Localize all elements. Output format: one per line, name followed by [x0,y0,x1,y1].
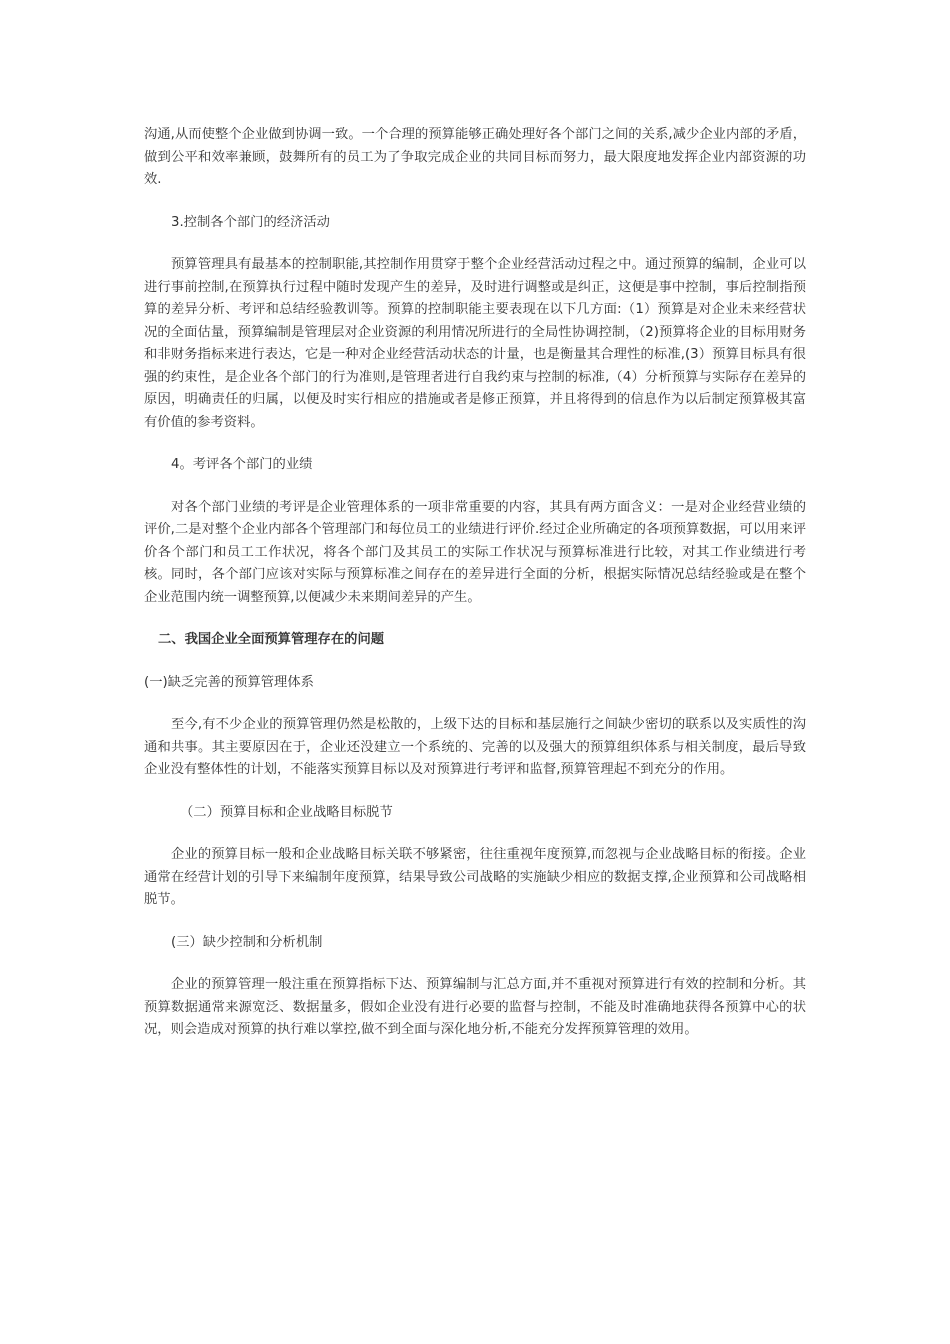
heading-section-2: 二、我国企业全面预算管理存在的问题 [158,632,385,647]
paragraph-sub-3: 企业的预算管理一般注重在预算指标下达、预算编制与汇总方面,并不重视对预算进行有效的控制和分析。其预算数据通常来源宽泛、数据量多，假如企业没有进行必要的监督与控制，不能及时准确地获得各预算中心的状况，则会造成对预算的执行难以掌控,做不到全面与深化地分析,不能充分发挥预算管理的效用。 [144,977,806,1037]
paragraph-evaluate-performance: 对各个部门业绩的考评是企业管理体系的一项非常重要的内容，其具有两方面含义：一是对企业经营业绩的评价,二是对整个企业内部各个管理部门和每位员工的业绩进行评价.经过企业所确定的各项预算数据，可以用来评价各个部门和员工工作状况，将各个部门及其员工的实际工作状况与预算标准进行比较，对其工作业绩进行考核。同时，各个部门应该对实际与预算标准之间存在的差异进行全面的分析，根据实际情况总结经验或是在整个企业范围内统一调整预算,以便减少未来期间差异的产生。 [144,499,806,605]
document-page [144,124,806,1042]
paragraph-sub-2: 企业的预算目标一般和企业战略目标关联不够紧密，往往重视年度预算,而忽视与企业战略目标的衔接。企业通常在经营计划的引导下来编制年度预算，结果导致公司战略的实施缺少相应的数据支撑,企业预算和公司战略相脱节。 [144,847,806,907]
paragraph-sub-1: 至今,有不少企业的预算管理仍然是松散的，上级下达的目标和基层施行之间缺少密切的联系以及实质性的沟通和共事。其主要原因在于，企业还没建立一个系统的、完善的以及强大的预算组织体系与相关制度，最后导致企业没有整体性的计划，不能落实预算目标以及对预算进行考评和监督,预算管理起不到充分的作用。 [144,717,806,777]
heading-sub-3: (三）缺少控制和分析机制 [171,934,323,950]
heading-sub-2: （二）预算目标和企业战略目标脱节 [180,804,393,820]
heading-control-activities: 3.控制各个部门的经济活动 [171,214,330,230]
paragraph-control-activities: 预算管理具有最基本的控制职能,其控制作用贯穿于整个企业经营活动过程之中。通过预算的编制，企业可以进行事前控制,在预算执行过程中随时发现产生的差异，及时进行调整或是纠正，这便是事中控制，事后控制指预算的差异分析、考评和总结经验教训等。预算的控制职能主要表现在以下几方面:（1）预算是对企业未来经营状况的全面估量，预算编制是管理层对企业资源的利用情况所进行的全局性协调控制，（2)预算将企业的目标用财务和非财务指标来进行表达，它是一种对企业经营活动状态的计量，也是衡量其合理性的标准,(3）预算目标具有很强的约束性，是企业各个部门的行为准则,是管理者进行自我约束与控制的标准,（4）分析预算与实际存在差异的原因，明确责任的归属，以便及时实行相应的措施或者是修正预算，并且将得到的信息作为以后制定预算极其富有价值的参考资料。 [144,257,806,430]
paragraph-continuation: 沟通,从而使整个企业做到协调一致。一个合理的预算能够正确处理好各个部门之间的关系,减少企业内部的矛盾，做到公平和效率兼顾，鼓舞所有的员工为了争取完成企业的共同目标而努力，最大限度地发挥企业内部资源的功效. [144,127,806,187]
heading-sub-1: (一)缺乏完善的预算管理体系 [144,674,314,690]
heading-evaluate-performance: 4。考评各个部门的业绩 [171,457,313,472]
